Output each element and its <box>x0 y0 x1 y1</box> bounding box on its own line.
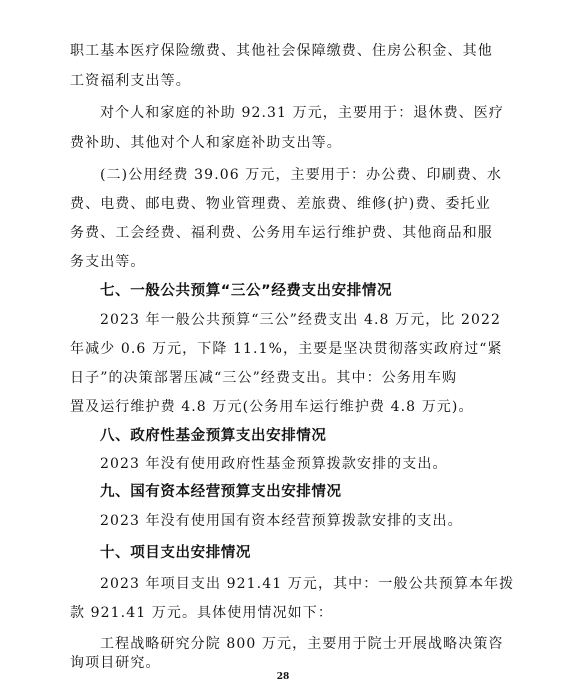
text-line: 款 921.41 万元。具体使用情况如下： <box>70 605 333 621</box>
text-line: 询项目研究。 <box>70 655 161 671</box>
text-line: (二)公用经费 39.06 万元，主要用于：办公费、印刷费、水 <box>100 167 503 183</box>
text-line: 务支出等。 <box>70 254 146 270</box>
text-line: 2023 年一般公共预算“三公”经费支出 4.8 万元，比 2022 <box>100 312 502 328</box>
text-line: 年减少 0.6 万元，下降 11.1%，主要是坚决贯彻落实政府过“紧 <box>70 341 503 357</box>
page-number: 28 <box>276 672 290 682</box>
text-line: 工资福利支出等。 <box>70 73 191 89</box>
text-line: 费补助、其他对个人和家庭补助支出等。 <box>70 135 342 151</box>
section-heading: 八、政府性基金预算支出安排情况 <box>100 428 327 444</box>
text-line: 对个人和家庭的补助 92.31 万元，主要用于：退休费、医疗 <box>100 105 504 121</box>
text-line: 工程战略研究分院 800 万元，主要用于院士开展战略决策咨 <box>100 636 504 652</box>
text-line: 务费、工会经费、福利费、公务用车运行维护费、其他商品和服 <box>70 225 493 241</box>
text-line: 2023 年没有使用国有资本经营预算拨款安排的支出。 <box>100 513 463 529</box>
text-line: 职工基本医疗保险缴费、其他社会保障缴费、住房公积金、其他 <box>70 43 493 59</box>
text-line: 2023 年没有使用政府性基金预算拨款安排的支出。 <box>100 456 448 472</box>
text-line: 日子”的决策部署压减“三公”经费支出。其中：公务用车购 <box>70 370 458 386</box>
section-heading: 十、项目支出安排情况 <box>100 545 251 561</box>
section-heading: 七、一般公共预算“三公”经费支出安排情况 <box>100 283 393 299</box>
text-line: 费、电费、邮电费、物业管理费、差旅费、维修(护)费、委托业 <box>70 196 491 212</box>
text-line: 置及运行维护费 4.8 万元(公务用车运行维护费 4.8 万元)。 <box>70 399 474 415</box>
section-heading: 九、国有资本经营预算支出安排情况 <box>100 484 342 500</box>
text-line: 2023 年项目支出 921.41 万元，其中：一般公共预算本年拨 <box>100 576 515 592</box>
